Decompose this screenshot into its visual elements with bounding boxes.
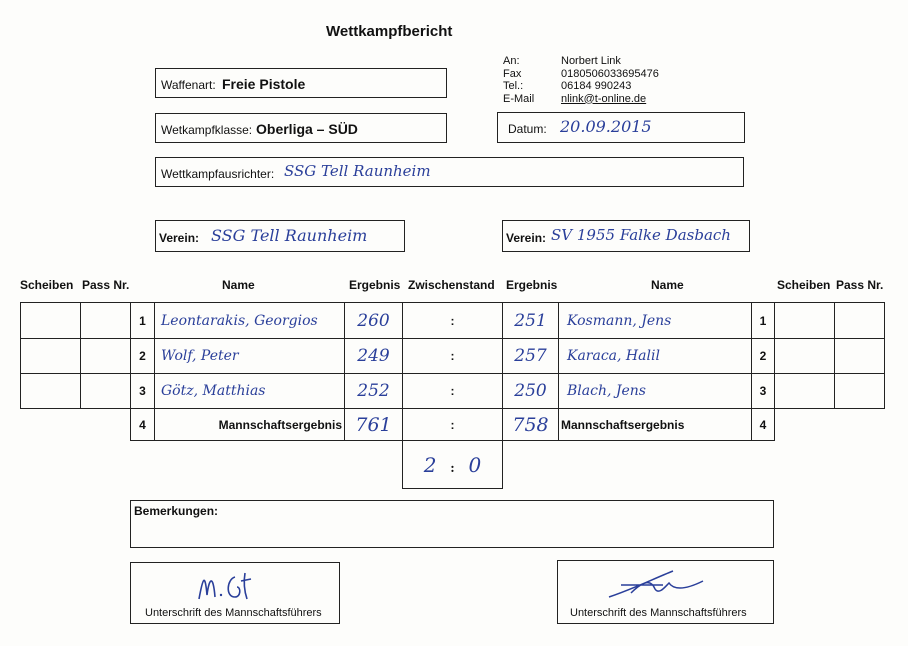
bemerkungen-label: Bemerkungen:: [134, 504, 219, 518]
ausrichter-label: Wettkampfausrichter:: [161, 167, 275, 181]
right-scheiben-grid: [774, 302, 885, 409]
pass-cell[interactable]: [835, 339, 885, 374]
verein-right-value: SV 1955 Falke Dasbach: [551, 226, 731, 244]
signature-left-label: Unterschrift des Mannschaftsführers: [145, 607, 322, 619]
team-score-left: [345, 409, 403, 441]
right-player-name-text: Kosmann, Jens: [567, 312, 672, 329]
left-player-name-text: Wolf, Peter: [161, 348, 239, 364]
team-score-left-text: 761: [355, 413, 392, 436]
final-score-sep: :: [450, 460, 455, 475]
right-player-score: [503, 339, 559, 374]
waffenart-box: [155, 68, 447, 98]
verein-left-value: SSG Tell Raunheim: [211, 226, 368, 245]
scheiben-cell[interactable]: [775, 339, 835, 374]
row-number: 2: [752, 339, 775, 374]
team-score-right: [503, 409, 559, 441]
row-number: 2: [131, 339, 155, 374]
row-number: 4: [131, 409, 155, 441]
verein-right-box: [502, 220, 750, 252]
right-player-score-text: 257: [514, 346, 547, 366]
bemerkungen-box[interactable]: [130, 500, 774, 548]
row-number: 1: [752, 303, 775, 339]
scheiben-cell[interactable]: [21, 374, 81, 409]
waffenart-value: Freie Pistole: [222, 76, 306, 92]
right-player-name: [559, 339, 752, 374]
right-player-name-text: Karaca, Halil: [567, 348, 660, 364]
verein-right-label: Verein:: [506, 231, 547, 245]
header-scheiben-right: Scheiben: [777, 278, 831, 292]
row-number: 3: [752, 374, 775, 409]
team-result-label: Mannschaftsergebnis: [559, 409, 752, 441]
header-pass-left: Pass Nr.: [82, 278, 130, 292]
datum-box: [497, 112, 745, 143]
team-score-right-text: 758: [512, 413, 549, 436]
recipient-block: [503, 55, 659, 105]
verein-left-label: Verein:: [159, 231, 200, 245]
pass-cell[interactable]: [835, 374, 885, 409]
email-value[interactable]: nlink@t-online.de: [561, 92, 647, 105]
right-player-name: [559, 303, 752, 339]
pass-cell[interactable]: [81, 339, 131, 374]
scheiben-cell[interactable]: [21, 303, 81, 339]
zwischenstand-grid: [402, 302, 503, 489]
zwischenstand-cell: :: [403, 303, 503, 339]
row-number: 1: [131, 303, 155, 339]
wettkampfklasse-box: [155, 113, 447, 143]
scheiben-cell[interactable]: [775, 374, 835, 409]
signature-left-scribble: [191, 567, 281, 605]
header-name-right: Name: [651, 278, 684, 292]
right-player-score-text: 250: [514, 381, 547, 401]
fax-label: Fax: [503, 67, 522, 80]
left-player-name: [155, 374, 345, 409]
left-player-score-text: 260: [357, 310, 390, 331]
final-score-left: 2: [423, 452, 437, 477]
row-number: 3: [131, 374, 155, 409]
right-player-score-text: 251: [514, 310, 547, 331]
header-scheiben-left: Scheiben: [20, 278, 74, 292]
ausrichter-value: SSG Tell Raunheim: [284, 162, 431, 180]
pass-cell[interactable]: [81, 374, 131, 409]
header-ergebnis-left: Ergebnis: [349, 278, 401, 292]
zwischenstand-cell: :: [403, 409, 503, 441]
header-name-left: Name: [222, 278, 255, 292]
left-player-name-text: Leontarakis, Georgios: [161, 312, 318, 329]
left-scheiben-grid: [20, 302, 131, 409]
left-player-score: [345, 303, 403, 339]
left-player-name-text: Götz, Matthias: [161, 383, 266, 399]
signature-left-icon: [191, 567, 281, 605]
right-player-score: [503, 303, 559, 339]
verein-left-box: [155, 220, 405, 252]
header-zwischenstand: Zwischenstand: [408, 278, 495, 292]
signature-right-icon: [603, 567, 713, 603]
waffenart-label: Waffenart:: [161, 78, 216, 92]
signature-right-box[interactable]: [557, 560, 774, 624]
scheiben-cell[interactable]: [21, 339, 81, 374]
header-pass-right: Pass Nr.: [836, 278, 884, 292]
fax-value: 0180506033695476: [561, 67, 659, 80]
pass-cell[interactable]: [835, 303, 885, 339]
final-score: [403, 441, 503, 489]
left-player-name: [155, 303, 345, 339]
left-player-name: [155, 339, 345, 374]
left-player-score: [345, 374, 403, 409]
left-player-score-text: 252: [357, 381, 390, 401]
datum-value: 20.09.2015: [560, 117, 652, 136]
email-label: E-Mail: [503, 92, 535, 105]
scheiben-cell[interactable]: [775, 303, 835, 339]
signature-right-scribble: [603, 567, 713, 603]
team-result-label: Mannschaftsergebnis: [155, 409, 345, 441]
signature-left-box[interactable]: [130, 562, 340, 624]
tel-label: Tel.:: [503, 80, 524, 92]
final-score-right: 0: [468, 452, 482, 477]
wettkampfklasse-label: Wetkampfklasse:: [161, 123, 253, 137]
left-results-grid: [130, 302, 403, 441]
left-player-score-text: 249: [357, 346, 390, 366]
right-results-grid: [502, 302, 775, 441]
zwischenstand-cell: :: [403, 339, 503, 374]
signature-right-label: Unterschrift des Mannschaftsführers: [570, 607, 747, 619]
header-ergebnis-right: Ergebnis: [506, 278, 558, 292]
datum-label: Datum:: [508, 122, 547, 136]
an-label: An:: [503, 55, 520, 67]
an-value: Norbert Link: [561, 55, 621, 67]
right-player-name-text: Blach, Jens: [567, 383, 646, 399]
row-number: 4: [752, 409, 775, 441]
right-player-score: [503, 374, 559, 409]
tel-value: 06184 990243: [561, 80, 632, 92]
left-player-score: [345, 339, 403, 374]
pass-cell[interactable]: [81, 303, 131, 339]
zwischenstand-cell: :: [403, 374, 503, 409]
document-title: Wettkampfbericht: [326, 23, 453, 40]
ausrichter-box: [155, 157, 744, 187]
right-player-name: [559, 374, 752, 409]
wettkampfklasse-value: Oberliga – SÜD: [256, 121, 358, 137]
